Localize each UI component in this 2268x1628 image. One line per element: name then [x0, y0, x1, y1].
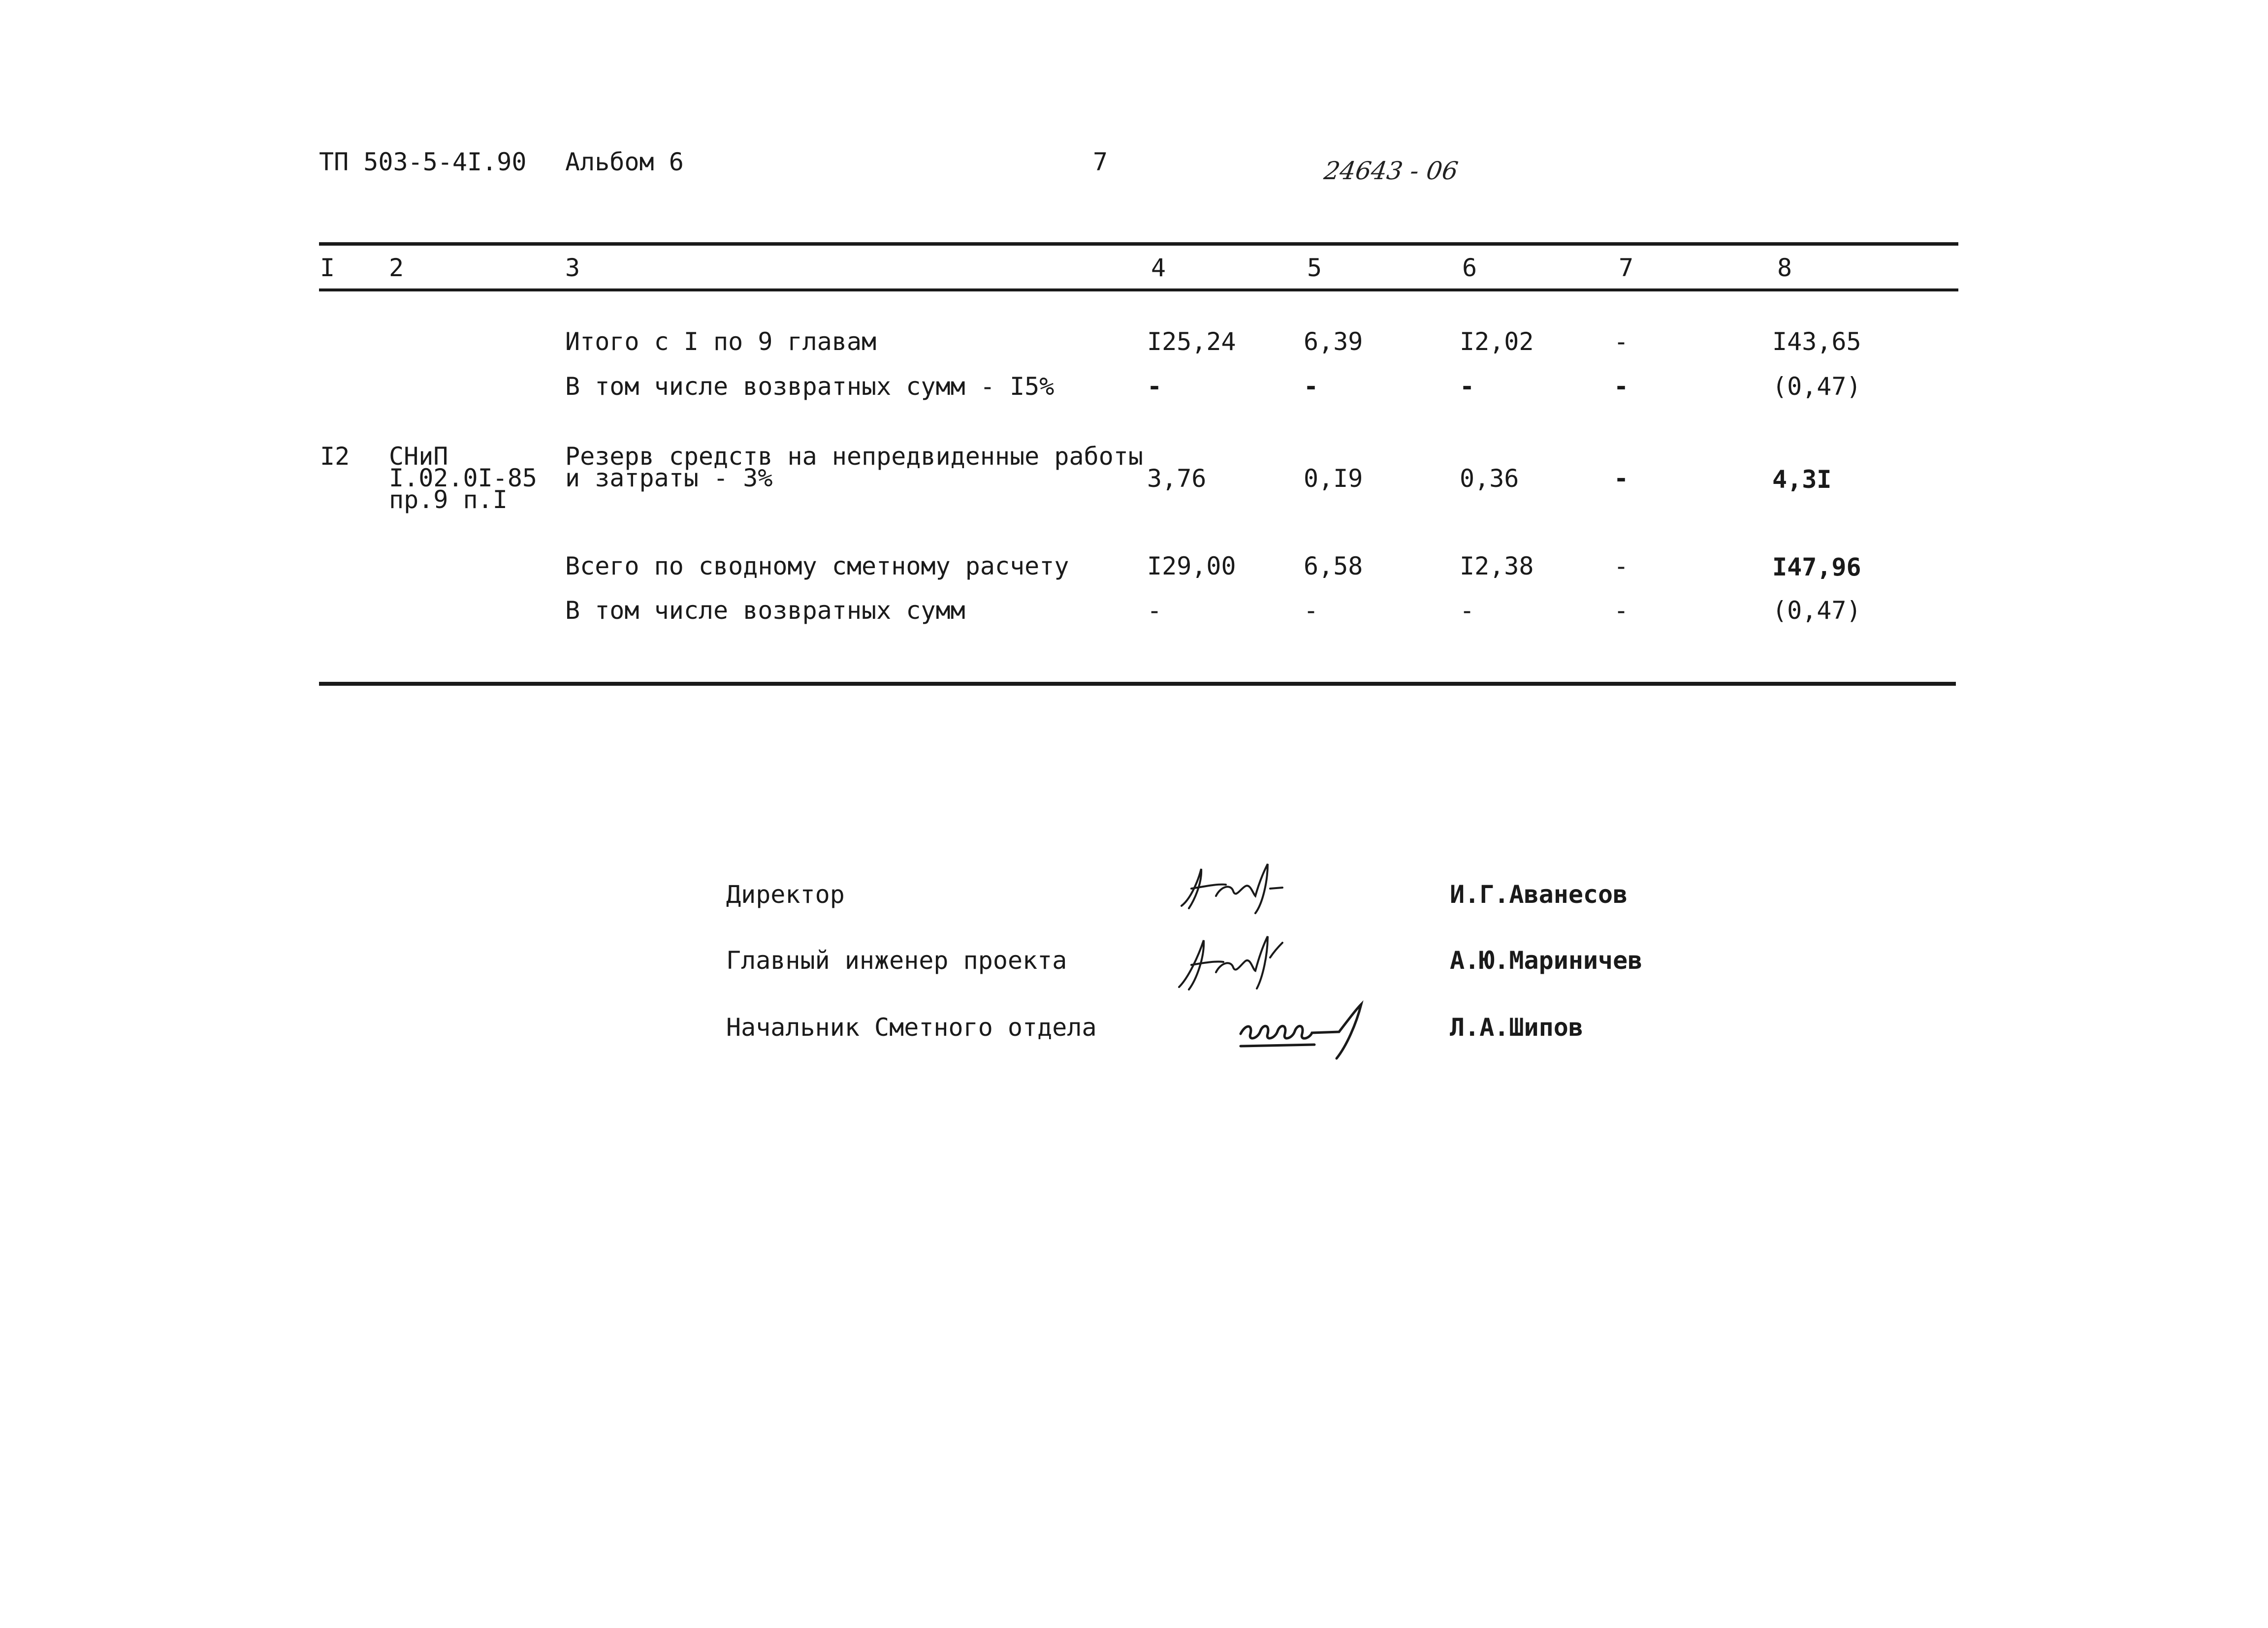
row-name-line-1: Резерв средств на непредвиденные работы [565, 442, 1143, 471]
column-header-8: 8 [1777, 254, 1792, 282]
document-code: ТП 503-5-4I.90 [319, 148, 527, 176]
signatory-name: Л.А.Шипов [1450, 1013, 1583, 1042]
column-header-3: 3 [565, 254, 580, 282]
row-cell-5: 0,I9 [1304, 464, 1363, 493]
table-top-rule [319, 242, 1958, 246]
row-cell-6: - [1460, 596, 1475, 625]
signatory-name: И.Г.Аванесов [1450, 880, 1628, 909]
column-header-7: 7 [1619, 254, 1634, 282]
row-cell-7: - [1614, 464, 1629, 493]
handwritten-document-number: 24643 - 06 [1322, 157, 1460, 185]
signatory-position: Директор [726, 880, 845, 909]
column-header-1: I [320, 254, 335, 282]
handwritten-signature-estimate-head [1231, 999, 1388, 1063]
row-cell-7: - [1614, 552, 1629, 580]
row-cell-5: - [1304, 372, 1319, 401]
row-cell-8: I43,65 [1772, 327, 1861, 356]
row-cell-4: 3,76 [1147, 464, 1207, 493]
signatory-position: Начальник Сметного отдела [726, 1013, 1097, 1042]
row-cell-4: I29,00 [1147, 552, 1236, 580]
row-cell-6: I2,02 [1460, 327, 1534, 356]
column-header-4: 4 [1151, 254, 1166, 282]
row-cell-4: I25,24 [1147, 327, 1236, 356]
row-cell-5: - [1304, 596, 1319, 625]
row-cell-8: (0,47) [1772, 372, 1861, 401]
row-cell-6: I2,38 [1460, 552, 1534, 580]
row-cell-8: 4,3I [1772, 465, 1832, 494]
row-name: В том числе возвратных сумм [565, 596, 965, 625]
row-name-line-2: и затраты - 3% [565, 464, 773, 492]
row-basis-line-3: пр.9 п.I [389, 485, 508, 514]
row-cell-5: 6,58 [1304, 552, 1363, 580]
handwritten-signature-director [1172, 859, 1319, 918]
handwritten-signature-chief-engineer [1169, 930, 1317, 994]
row-basis-line-1: СНиП [389, 442, 448, 471]
row-cell-7: - [1614, 372, 1629, 401]
album-label: Альбом 6 [565, 148, 684, 176]
column-header-6: 6 [1462, 254, 1477, 282]
row-basis-line-2: I.02.0I-85 [389, 464, 538, 492]
row-number: I2 [320, 442, 350, 471]
page-number: 7 [1093, 148, 1108, 176]
row-name: Всего по сводному сметному расчету [565, 552, 1069, 580]
row-name: Итого с I по 9 главам [565, 327, 877, 356]
row-cell-8: (0,47) [1772, 596, 1861, 625]
row-cell-6: - [1460, 372, 1475, 401]
table-bottom-rule [319, 682, 1956, 686]
row-name: В том числе возвратных сумм - I5% [565, 372, 1054, 401]
row-cell-7: - [1614, 327, 1629, 356]
column-header-2: 2 [389, 254, 404, 282]
row-cell-7: - [1614, 596, 1629, 625]
row-cell-6: 0,36 [1460, 464, 1519, 493]
row-cell-5: 6,39 [1304, 327, 1363, 356]
signatory-position: Главный инженер проекта [726, 946, 1067, 975]
row-cell-4: - [1147, 596, 1162, 625]
row-cell-4: - [1147, 372, 1162, 401]
row-cell-8: I47,96 [1772, 553, 1861, 581]
signatory-name: А.Ю.Мариничев [1450, 946, 1643, 975]
table-header-rule [319, 288, 1958, 291]
column-header-5: 5 [1307, 254, 1322, 282]
